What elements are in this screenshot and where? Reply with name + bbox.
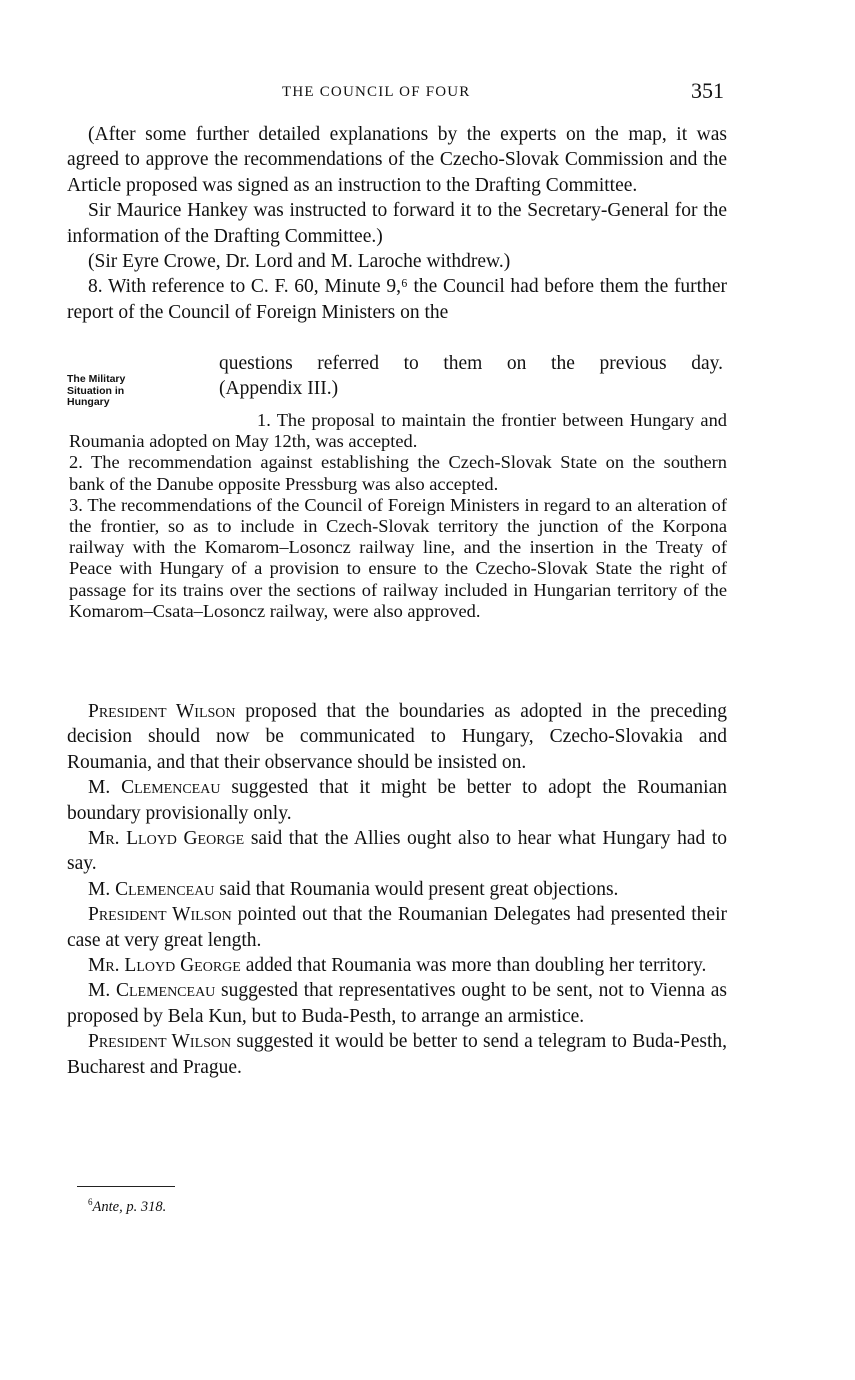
margin-heading: The Military Situation in Hungary [67, 373, 126, 408]
discussion-block [67, 699, 727, 1080]
speaker-name: M. Clemenceau [88, 980, 216, 1002]
speaker-name: M. Clemenceau [88, 878, 215, 900]
speaker-name: M. Clemenceau [88, 777, 221, 799]
speaker-name: Mr. Lloyd George [88, 828, 245, 850]
speaker-name: President Wilson [88, 1031, 232, 1053]
footnote-divider [77, 1186, 175, 1187]
footnote-marker: 6 [88, 1197, 93, 1207]
paragraph: Sir Maurice Hankey was instructed to forward it to the Secretary-General for the information of the Drafting Committee.) [67, 200, 727, 247]
speech-text: proposed that the boundaries as adopted in the preceding decision should now be communicated to Hungary, Czecho-Slovakia and Roumania, and that their observance should be insisted on. [67, 701, 728, 773]
paragraph: 8. With reference to C. F. 60, Minute 9,⁶ the Council had before them the further report of the Council of Foreign Ministers on the [67, 276, 727, 323]
speech-text: pointed out that the Roumanian Delegates had presented their case at very great length. [67, 904, 727, 951]
numbered-item: 1. The proposal to maintain the frontier between Hungary and Roumania adopted on May 12th, was accepted. [69, 410, 727, 452]
discussion-paragraph [67, 826, 727, 877]
footnote-text: Ante, p. 318. [92, 1198, 167, 1215]
speaker-name: President Wilson [88, 904, 232, 926]
speech-text: said that Roumania would present great objections. [219, 878, 619, 900]
upper-text-block [67, 122, 727, 325]
footnote [88, 1197, 166, 1216]
numbered-items [69, 410, 727, 622]
speech-text: suggested that it might be better to adopt the Roumanian boundary provisionally only. [67, 777, 727, 824]
speaker-name: President Wilson [88, 701, 236, 722]
discussion-paragraph [67, 978, 727, 1029]
numbered-item: 3. The recommendations of the Council of Foreign Ministers in regard to an alteration of the frontier, so as to include in Czech-Slovak territory the junction of the Korpona railway with the Komarom–Losoncz railway line, and the insertion in the Treaty of Peace with Hungary of a provision to ensure to the Czecho-Slovak State the right of passage for its trains over the sections of railway included in Hungarian territory of the Komarom–Csata–Losoncz railway, were also approved. [69, 494, 727, 621]
continuation-line: questions referred to them on the previous day. [219, 353, 723, 374]
page-number: 351 [691, 78, 724, 103]
running-head: THE COUNCIL OF FOUR [282, 84, 471, 100]
speech-text: said that the Allies ought also to hear what Hungary had to say. [67, 828, 728, 875]
paragraph: (After some further detailed explanations by the experts on the map, it was agreed to approve the recommendations of the Czecho-Slovak Commission and the Article proposed was signed as an instruction to the Drafting Committee. [67, 124, 727, 196]
discussion-paragraph [67, 953, 727, 978]
speaker-name: Mr. Lloyd George [88, 955, 241, 977]
speech-text: suggested that representatives ought to be sent, not to Vienna as proposed by Bela Kun, but to Buda-Pesth, to arrange an armistice. [67, 980, 728, 1027]
discussion-paragraph [67, 699, 727, 775]
indented-continuation [219, 351, 723, 402]
speech-text: added that Roumania was more than doubling her territory. [245, 955, 707, 977]
discussion-paragraph [67, 877, 727, 902]
discussion-paragraph [67, 775, 727, 826]
numbered-item: 2. The recommendation against establishing the Czech-Slovak State on the southern bank of the Danube opposite Pressburg was also accepted. [69, 452, 727, 494]
discussion-paragraph [67, 1029, 727, 1080]
paragraph: (Sir Eyre Crowe, Dr. Lord and M. Laroche withdrew.) [88, 251, 511, 273]
speech-text: suggested it would be better to send a telegram to Buda-Pesth, Bucharest and Prague. [67, 1031, 728, 1078]
discussion-paragraph [67, 902, 727, 953]
continuation-line: (Appendix III.) [219, 378, 339, 400]
